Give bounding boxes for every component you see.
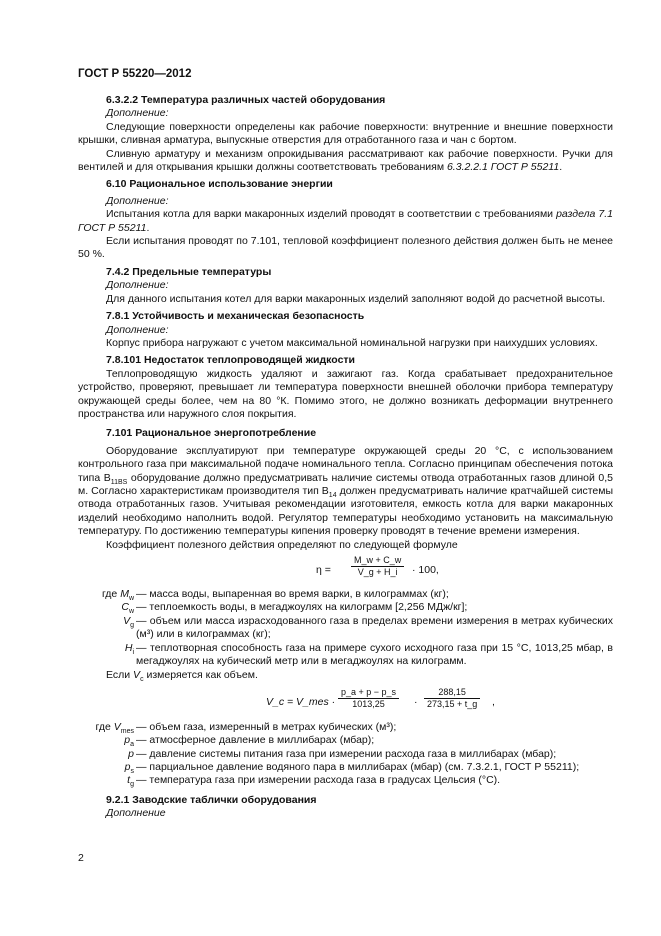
formula-denominator: 273,15 + t_g — [427, 698, 478, 709]
definition-text: — объем или масса израсходованного газа в пределах времени измерения в метрах кубических (м³) или в килограммах (кг); — [136, 614, 613, 641]
addition-label: Дополнение — [106, 807, 166, 820]
addition-label: Дополнение: — [106, 279, 169, 292]
definition-symbol: $p_s$ — [124, 761, 134, 776]
section-heading-7-8-1: 7.8.1 Устойчивость и механическая безопасность — [106, 310, 365, 323]
addition-label: Дополнение: — [106, 323, 169, 336]
definition-text: — давление системы питания газа при измерении расхода газа в миллибарах (мбар); — [136, 747, 557, 760]
paragraph: Испытания котла для варки макаронных изделий проводят в соответствии с требованиями раздела 7.1 ГОСТ Р 55211. — [78, 208, 613, 234]
definition-symbol: где $V_{mes}$ — [95, 720, 134, 735]
reference: раздела 7.1 ГОСТ Р 55211 — [78, 208, 613, 234]
symbol-definitions — [78, 588, 613, 668]
definition-symbol: $t_g$ — [127, 774, 134, 789]
symbol-definitions — [78, 721, 613, 788]
definition-row — [78, 748, 613, 761]
definition-symbol: $H_i$ — [124, 641, 134, 656]
addition-label: Дополнение: — [106, 194, 169, 207]
definition-text: — теплотворная способность газа на примере сухого исходного газа при 15 °С, 1013,25 мбар, в мегаджоулях на кубический метр или в мегаджоулях на килограмм. — [136, 641, 613, 668]
section-heading-6-10: 6.10 Рациональное использование энергии — [106, 178, 333, 191]
paragraph: Оборудование эксплуатируют при температуре окружающей среды 20 °С, с использованием контрольного газа при максимальной подаче номинального тепла. Согласно принципам обеспечения потока типа $В_{11BS}$ оборудование должно предусматривать наличие системы отвода отработанных газов длиной 0,5 м. Согласно характеристикам производителя тип $В_{14}$ должен предусматривать наличие кратчайшей системы отвода отработанных газов. Учитывая рекомендации изготовителя, емкость котла для варки макаронных изделий необходимо наполнить водой. Регулятор температуры необходимо установить на максимальную температуру. По достижению температуры кипения проверку проводят в течение времени измерения. — [78, 444, 613, 538]
formula-lhs: η = — [316, 564, 331, 576]
definition-text: — температура газа при измерении расхода газа в градусах Цельсия (°С). — [136, 774, 501, 787]
definition-text: — объем газа, измеренный в метрах кубических (м³); — [136, 720, 397, 733]
definition-row — [78, 642, 613, 669]
formula-end: , — [492, 695, 495, 708]
gas-volume-formula — [78, 685, 613, 719]
definition-row — [78, 734, 613, 747]
reference: 6.3.2.2.1 ГОСТ Р 55211 — [446, 161, 560, 174]
definition-text: — теплоемкость воды, в мегаджоулях на килограмм [2,256 МДж/кг]; — [136, 601, 468, 614]
paragraph: Если $V_c$ измеряется как объем. — [106, 669, 258, 684]
formula-numerator: p_a + p − p_s — [338, 687, 399, 699]
definition-symbol: где $M_w$ — [101, 588, 134, 603]
definition-row — [78, 601, 613, 614]
definition-symbol: $V_g$ — [123, 614, 134, 629]
definition-text: — парциальное давление водяного пара в миллибарах (мбар) (см. 7.3.2.1, ГОСТ Р 55211); — [136, 761, 580, 774]
paragraph: Коэффициент полезного действия определяют по следующей формуле — [106, 538, 458, 551]
document-header: ГОСТ Р 55220—2012 — [78, 68, 192, 80]
paragraph: Теплопроводящую жидкость удаляют и зажигают газ. Когда срабатывает предохранительное устройство, проверяют, превышает ли температура поверхности внешней оболочки прибора температуру окружающей среды более, чем на 80 °К. Помимо этого, не должно возникать деформации внутреннего пространства или наружного слоя покрытия. — [78, 367, 613, 420]
formula-fraction-temperature — [424, 687, 480, 710]
definition-symbol: $p_a$ — [124, 734, 134, 749]
formula-fraction-pressure — [338, 687, 399, 710]
paragraph: Сливную арматуру и механизм опрокидывания рассматривают как рабочие поверхности. Ручки для вентилей и для открывания крышки должны соответствовать требованиям 6.3.2.2.1 ГОСТ Р 55211. — [78, 147, 613, 174]
definition-row — [78, 588, 613, 601]
section-heading-6-3-2-2: 6.3.2.2 Температура различных частей оборудования — [106, 94, 386, 106]
section-heading-7-8-101: 7.8.101 Недостаток теплопроводящей жидкости — [106, 354, 356, 367]
page-number: 2 — [78, 852, 84, 864]
formula-dot: · — [414, 695, 418, 708]
definition-row — [78, 615, 613, 642]
definition-row — [78, 761, 613, 774]
formula-numerator: M_w + C_w — [351, 555, 404, 567]
formula-numerator: 288,15 — [424, 687, 480, 699]
section-heading-7-4-2: 7.4.2 Предельные температуры — [106, 265, 272, 278]
definition-text: — атмосферное давление в миллибарах (мбар); — [136, 734, 375, 747]
formula-rhs: · 100, — [412, 564, 439, 576]
section-heading-7-101: 7.101 Рациональное энергопотребление — [106, 427, 317, 440]
efficiency-formula — [78, 554, 613, 586]
formula-fraction — [351, 555, 404, 578]
definition-symbol: p — [128, 747, 134, 760]
definition-symbol: $C_w$ — [121, 601, 134, 616]
paragraph: Для данного испытания котел для варки макаронных изделий заполняют водой до расчетной высоты. — [106, 292, 606, 305]
definition-row — [78, 721, 613, 734]
section-heading-9-2-1: 9.2.1 Заводские таблички оборудования — [106, 793, 317, 806]
document-body — [78, 94, 613, 821]
paragraph: Если испытания проводят по 7.101, тепловой коэффициент полезного действия должен быть не менее 50 %. — [78, 235, 613, 261]
formula-lhs: V_c = V_mes · — [266, 695, 336, 708]
paragraph: Следующие поверхности определены как рабочие поверхности: внутренние и внешние поверхности крышки, сливная арматура, выпускные отверстия для отработанного газа и чан с бортом. — [78, 120, 613, 147]
formula-denominator: V_g + H_i — [357, 567, 398, 577]
addition-label: Дополнение: — [106, 107, 169, 120]
paragraph: Корпус прибора нагружают с учетом максимальной номинальной нагрузки при наихудших условиях. — [106, 336, 598, 349]
definition-row — [78, 774, 613, 787]
formula-denominator: 1013,25 — [352, 698, 385, 709]
definition-text: — масса воды, выпаренная во время варки, в килограммах (кг); — [136, 588, 449, 600]
